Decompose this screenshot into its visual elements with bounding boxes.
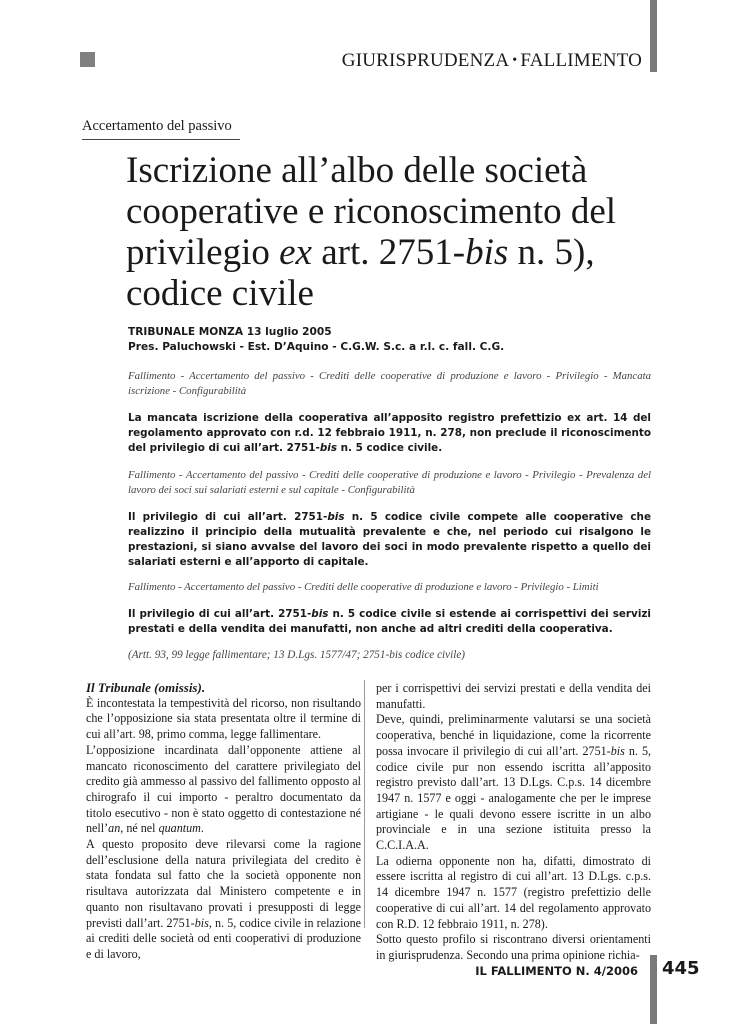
- headnote-keywords: Fallimento - Accertamento del passivo - Crediti delle cooperative di produzione e lavoro - Privilegio - Mancata iscrizione - Configurabilità: [128, 370, 651, 397]
- headnote-keywords: Fallimento - Accertamento del passivo - Crediti delle cooperative di produzione e lavoro - Privilegio - Limiti: [128, 581, 599, 593]
- article-category: Accertamento del passivo: [82, 118, 232, 134]
- body-paragraph: [86, 743, 361, 837]
- headnote-span: n. 5 codice civile si estende ai corrispettivi dei servizi prestati e della vendita dei manufatti, non anche ad altri crediti della cooperativa.: [128, 608, 651, 635]
- headnotes: [128, 369, 651, 661]
- body-column-right: [376, 681, 651, 964]
- legal-references: (Artt. 93, 99 legge fallimentare; 13 D.Lgs. 1577/47; 2751-bis codice civile): [128, 649, 466, 661]
- headnote-text: [128, 411, 651, 456]
- category-underline: [82, 139, 240, 140]
- title-text: art. 2751-: [311, 232, 466, 273]
- body-span: L’opposizione incardinata dall’opponente attiene al mancato riconoscimento del carattere privilegiato del credito già ammesso al passivo del fallimento opposto al chirografo il cui importo - peraltro documentato da titolo esecutivo - non è stato oggetto di contestazione né nell’: [86, 742, 361, 836]
- body-paragraph: La odierna opponente non ha, difatti, dimostrato di essere iscritta al registro di cui all’art. 13 D.Lgs. c.p.s. 14 dicembre 1947 n. 1577 (registro prefettizio delle cooperative di cui all’art. 14 del regolamento approvato con R.D. 12 febbraio 1911, n. 278).: [376, 853, 651, 931]
- header-square-mark: [80, 52, 95, 67]
- body-span: .: [200, 821, 204, 836]
- title-text: Iscrizione all’albo delle società cooperative e riconoscimento del privilegio: [126, 150, 617, 273]
- body-span: Deve, quindi, preliminarmente valutarsi se una società cooperativa, benché in liquidazione, come la ricorrente possa invocare il privilegio di cui all’art. 2751-: [376, 712, 651, 758]
- subsection-name: FALLIMENTO: [520, 50, 642, 71]
- footer-side-bar: [650, 955, 657, 1024]
- court-decision: TRIBUNALE MONZA 13 luglio 2005: [128, 326, 332, 338]
- headnote-italic: bis: [327, 511, 345, 523]
- headnote-italic: bis: [319, 442, 338, 454]
- court-info: [128, 325, 504, 355]
- headnote-keywords: Fallimento - Accertamento del passivo - Crediti delle cooperative di produzione e lavoro - Privilegio - Prevalenza del lavoro dei soci sui salariati esterni e sul capitale - Configurabilità: [128, 469, 651, 496]
- title-text-italic: ex: [279, 232, 312, 273]
- body-span: , n. 5, codice civile in relazione ai crediti delle società od enti cooperativi di produzione e di lavoro,: [86, 915, 361, 961]
- section-header: [342, 50, 642, 72]
- title-text-italic: bis: [465, 232, 509, 273]
- page-number: 445: [662, 958, 700, 979]
- body-italic: bis: [194, 915, 209, 930]
- headnote-italic: bis: [311, 608, 329, 620]
- body-italic: quantum: [158, 821, 201, 836]
- headnote-span: Il privilegio di cui all’art. 2751-: [128, 608, 312, 620]
- body-paragraph: È incontestata la tempestività del ricorso, non risultando che l’opposizione sia stata presentata oltre il termine di cui all’art. 98, primo comma, legge fallimentare.: [86, 695, 361, 742]
- headnote-text: [128, 607, 651, 637]
- body-paragraph: per i corrispettivi dei servizi prestati e della vendita dei manufatti.: [376, 681, 651, 711]
- body-paragraph: [376, 712, 651, 853]
- body-paragraph: [86, 837, 361, 963]
- body-span: A questo proposito deve rilevarsi come la ragione dell’esclusione della natura privilegiata del credito è stata fondata sul fatto che la società opponente non risultava autorizzata dal Ministero competente e in quanto non risultavano provati i presupposti di legge previsti dall’art. 2751-: [86, 837, 361, 930]
- headnote-span: Il privilegio di cui all’art. 2751-: [128, 511, 328, 523]
- header-side-bar: [650, 0, 657, 72]
- title-text: n. 5), codice civile: [126, 232, 595, 314]
- body-span: , né nel: [120, 821, 159, 836]
- body-heading: Il Tribunale (omissis).: [86, 680, 206, 695]
- headnote-span: n. 5 codice civile compete alle cooperative che realizzino il principio della mutualità prevalente e che, nel periodo cui risalgono le prestazioni, si siano avvalse del lavoro dei soci in modo prevalente rispetto a quello dei salariati esterni e all’apporto di capitale.: [128, 511, 652, 568]
- body-italic: bis: [610, 743, 625, 758]
- section-name: GIURISPRUDENZA: [341, 50, 510, 71]
- column-divider: [364, 680, 365, 928]
- body-italic: an: [108, 821, 121, 836]
- body-paragraph: Sotto questo profilo si riscontrano diversi orientamenti in giurisprudenza. Secondo una prima opinione richia-: [376, 932, 651, 962]
- section-separator: •: [512, 53, 518, 68]
- article-title: [126, 150, 646, 314]
- headnote-span: n. 5 codice civile.: [337, 442, 443, 454]
- footer-journal: IL FALLIMENTO N. 4/2006: [475, 964, 638, 978]
- body-span: n. 5, codice civile pur non essendo iscritta all’apposito registro previsto dall’art. 13 D.Lgs. C.p.s. 14 dicembre 1947 n. 1577 e oggi - analogamente che per le imprese artigiane - le quali devono essere iscritte in un albo provinciale e in una sezione istituita presso la C.C.I.A.A.: [376, 743, 652, 853]
- headnote-text: [128, 510, 651, 570]
- headnote-span: La mancata iscrizione della cooperativa all’apposito registro prefettizio ex art. 14 del regolamento approvato con r.d. 12 febbraio 1911, n. 278, non preclude il riconoscimento del privilegio di cui all’art. 2751-: [128, 412, 651, 454]
- body-column-left: [86, 680, 361, 963]
- court-parties: Pres. Paluchowski - Est. D’Aquino - C.G.W. S.c. a r.l. c. fall. C.G.: [128, 341, 505, 353]
